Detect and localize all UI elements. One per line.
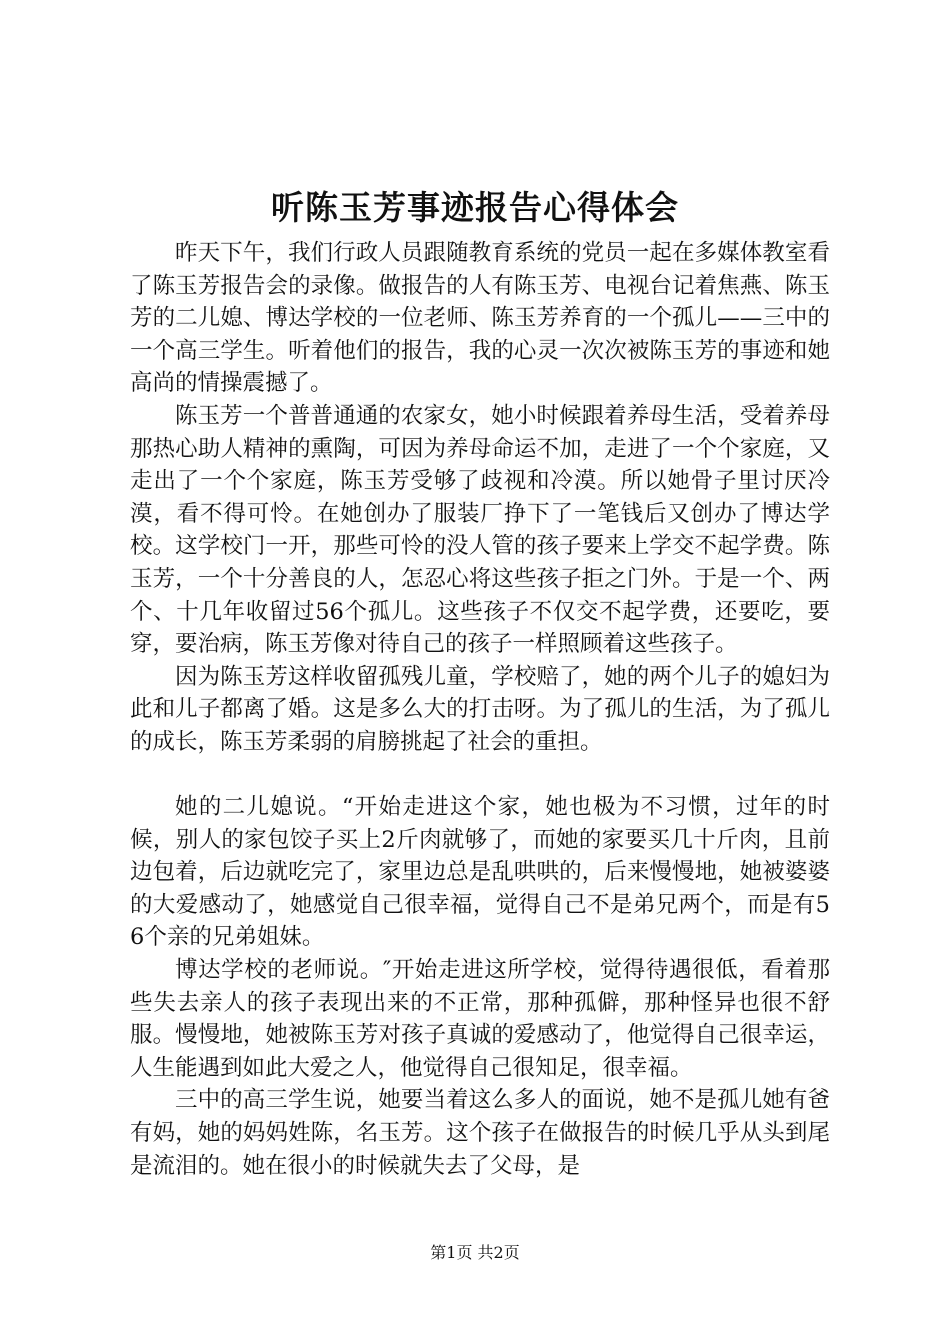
paragraph: 因为陈玉芳这样收留孤残儿童，学校赔了，她的两个儿子的媳妇为此和儿子都离了婚。这是多么大的打击呀。为了孤儿的生活，为了孤儿的成长，陈玉芳柔弱的肩膀挑起了社会的重担。 <box>130 663 830 755</box>
document-body <box>130 237 830 1182</box>
document-title: 听陈玉芳事迹报告心得体会 <box>271 188 679 227</box>
page-total: 共2页 <box>477 1243 520 1262</box>
paragraph: 博达学校的老师说。″开始走进这所学校，觉得待遇很低，看着那些失去亲人的孩子表现出来的不正常，那种孤僻，那种怪异也很不舒服。慢慢地，她被陈玉芳对孩子真诚的爱感动了，他觉得自己很幸运，人生能遇到如此大爱之人，他觉得自己很知足，很幸福。 <box>130 957 830 1081</box>
paragraph: 陈玉芳一个普普通通的农家女，她小时候跟着养母生活，受着养母那热心助人精神的熏陶，可因为养母命运不加，走进了一个个家庭，又走出了一个个家庭，陈玉芳受够了歧视和冷漠。所以她骨子里讨厌冷漠，看不得可怜。在她创办了服装厂挣下了一笔钱后又创办了博达学校。这学校门一开，那些可怜的没人管的孩子要来上学交不起学费。陈玉芳，一个十分善良的人，怎忍心将这些孩子拒之门外。于是一个、两个、十几年收留过56个孤儿。这些孩子不仅交不起学费，还要吃，要穿，要治病，陈玉芳像对待自己的孩子一样照顾着这些孩子。 <box>130 402 830 658</box>
page-number: 第1页 <box>430 1243 473 1262</box>
paragraph: 她的二儿媳说。“开始走进这个家，她也极为不习惯，过年的时候，别人的家包饺子买上2斤肉就够了，而她的家要买几十斤肉，且前边包着，后边就吃完了，家里边总是乱哄哄的，后来慢慢地，她被婆婆的大爱感动了，她感觉自己很幸福，觉得自己不是弟兄两个，而是有56个亲的兄弟姐妹。 <box>130 794 830 951</box>
paragraph: 三中的高三学生说，她要当着这么多人的面说，她不是孤儿她有爸有妈，她的妈妈姓陈，名玉芳。这个孩子在做报告的时候几乎从头到尾是流泪的。她在很小的时候就失去了父母，是 <box>130 1087 830 1179</box>
paragraph: 昨天下午，我们行政人员跟随教育系统的党员一起在多媒体教室看了陈玉芳报告会的录像。做报告的人有陈玉芳、电视台记着焦燕、陈玉芳的二儿媳、博达学校的一位老师、陈玉芳养育的一个孤儿——三中的一个高三学生。听着他们的报告，我的心灵一次次被陈玉芳的事迹和她高尚的情操震撼了。 <box>130 240 830 397</box>
page-footer <box>0 1242 950 1264</box>
